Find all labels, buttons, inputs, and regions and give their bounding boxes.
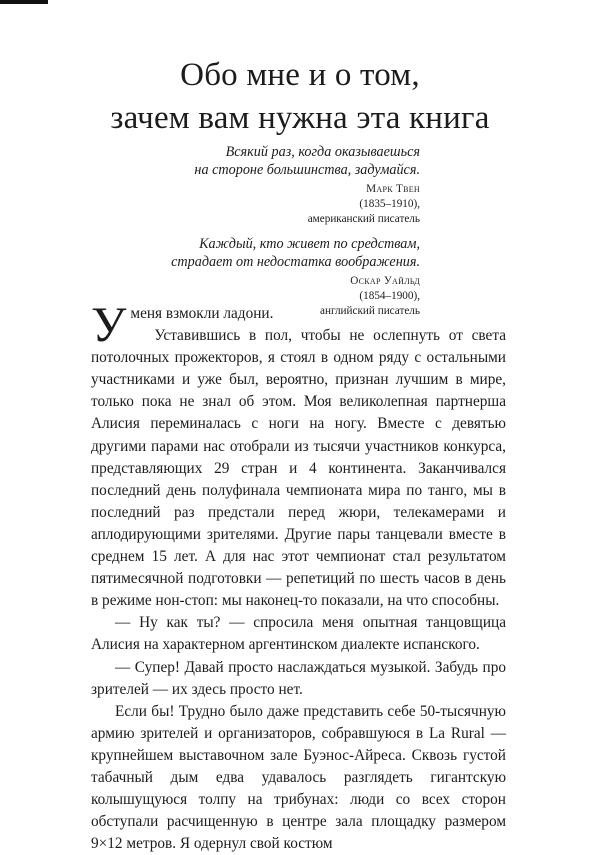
- author-name: Оскар Уайльд: [350, 275, 420, 287]
- epigraph-quote-line: на стороне большинства, задумайся.: [194, 162, 420, 178]
- author-years: (1835–1910),: [359, 198, 420, 210]
- author-description: американский писатель: [307, 213, 420, 225]
- author-name: Марк Твен: [366, 183, 420, 195]
- chapter-title-line-2: зачем вам нужна эта книга: [110, 100, 490, 136]
- author-years: (1854–1900),: [359, 290, 420, 302]
- drop-cap: У: [91, 296, 127, 352]
- author-description: английский писатель: [320, 305, 420, 317]
- epigraph-quote: [150, 143, 420, 179]
- epigraph-quote-line: Всякий раз, когда оказываешься: [225, 144, 420, 160]
- chapter-title-line-1: Обо мне и о том,: [180, 57, 420, 93]
- first-paragraph-text: меня взмокли ладони.: [130, 305, 274, 322]
- epigraphs: [150, 143, 420, 327]
- epigraph-twain: [150, 143, 420, 227]
- epigraph-author: [150, 182, 420, 227]
- epigraph-quote-line: Каждый, кто живет по средствам,: [199, 236, 420, 252]
- epigraph-quote-line: страдает от недостатка воображения.: [171, 254, 420, 270]
- chapter-title: [0, 54, 600, 140]
- body-paragraph: Уставившись в пол, чтобы не ослепнуть от света потолочных прожекторов, я стоял в одном ряду с остальными участниками и уже был, вероятно, признан лучшим в мире, только пока не знал об этом. Моя великолепная партнерша Алисия переминалась с ноги на ногу. Вместе с девятью другими парами нас отобрали из тысячи участников конкурса, представляющих 29 стран и 4 континента. Заканчивался последний день полуфинала чемпионата мира по танго, мы в последний раз предстали перед жюри, телекамерами и аплодирующими зрителями. Другие пары танцевали вместе в среднем 15 лет. А для нас этот чемпионат стал результатом пятимесячной подготовки — репетиций по шесть часов в день в режиме нон-стоп: мы наконец-то показали, на что способны.: [91, 327, 506, 610]
- epigraph-quote: [150, 235, 420, 271]
- page-corner-mark: [0, 0, 48, 4]
- body-paragraph: Если бы! Трудно было даже представить себе 50-тысячную армию зрителей и организаторов, собравшуюся в La Rural — крупнейшем выставочном зале Буэнос-Айреса. Сквозь густой табачный дым едва удавалось разглядеть гигантскую колышущуюся толпу на трибунах: люди со всех сторон обступали расчищенную в центре зала площадку размером 9×12 метров. Я одернул свой костюм: [91, 702, 506, 853]
- body-paragraph: — Ну как ты? — спросила меня опытная танцовщица Алисия на характерном аргентинском диалекте испанского.: [91, 614, 506, 654]
- body-paragraph: — Супер! Давай просто наслаждаться музыкой. Забудь про зрителей — их здесь просто нет.: [91, 658, 506, 698]
